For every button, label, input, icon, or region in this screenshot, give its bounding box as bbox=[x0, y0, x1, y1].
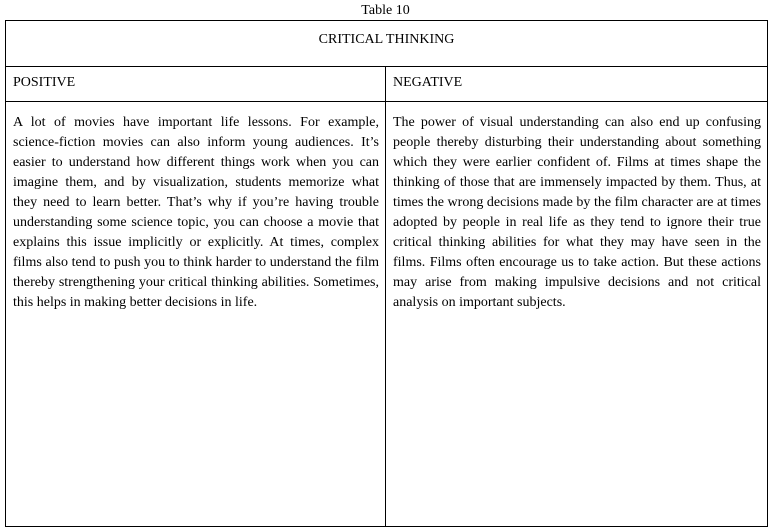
table-body-row bbox=[6, 102, 768, 527]
positive-header: POSITIVE bbox=[13, 75, 76, 90]
table-caption: Table 10 bbox=[361, 3, 410, 18]
negative-text: The power of visual understanding can also end up confusing people thereby disturbing their understanding about something which they were earlier confident of. Films at times shape the thinking of those that are immensely impacted by them. Thus, at times the wrong decisions made by the film character are at times adopted by people in real life as they tend to ignore their true critical thinking abilities for what they may have seen in the films. Films often encourage us to take action. But these actions may arise from making impulsive decisions and not critical analysis on important subjects. bbox=[393, 115, 761, 310]
negative-header: NEGATIVE bbox=[393, 75, 463, 90]
positive-text: A lot of movies have important life lessons. For example, science-fiction movies can also inform young audiences. It’s easier to understand how different things work when you can imagine them, and by visualization, students memorize what they need to learn better. That’s why if you’re having trouble understanding some science topic, you can choose a movie that explains this issue implicitly or explicitly. At times, complex films also tend to push you to think harder to understand the film thereby strengthening your critical thinking abilities. Sometimes, this helps in making better decisions in life. bbox=[13, 115, 379, 310]
negative-header-cell bbox=[386, 67, 768, 102]
positive-body-cell bbox=[6, 102, 386, 527]
critical-thinking-table bbox=[5, 20, 768, 527]
negative-body-cell bbox=[386, 102, 768, 527]
table-title-cell bbox=[6, 21, 768, 67]
positive-header-cell bbox=[6, 67, 386, 102]
table-title: CRITICAL THINKING bbox=[318, 31, 455, 47]
table-header-row bbox=[6, 67, 768, 102]
table-title-row bbox=[6, 21, 768, 67]
